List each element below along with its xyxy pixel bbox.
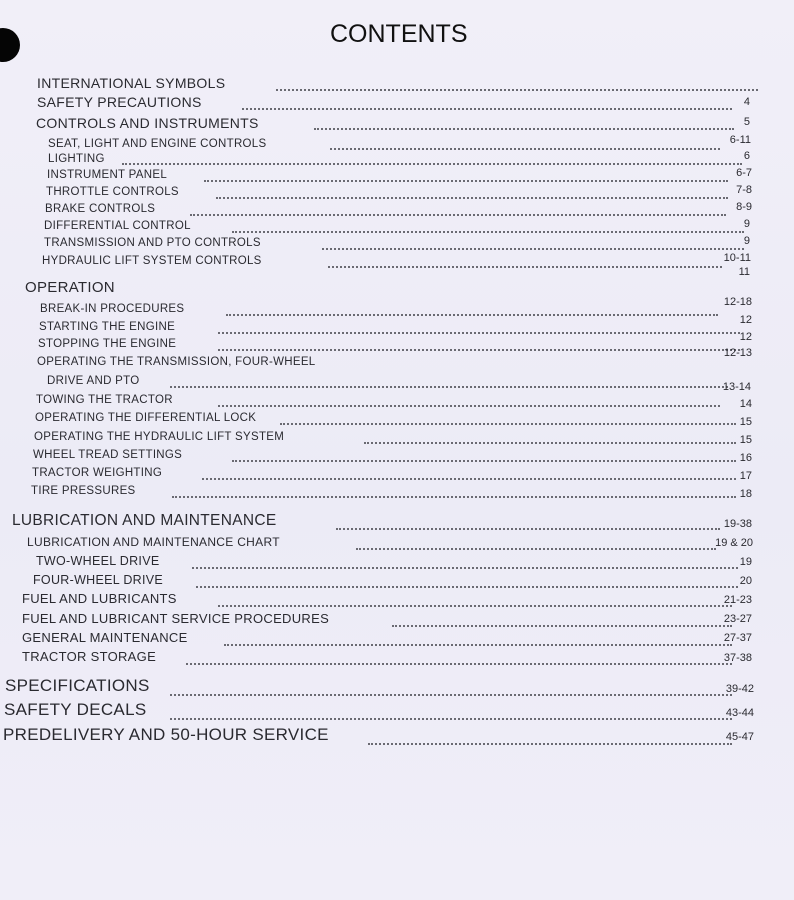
toc-page-number: 21-23 [723,594,752,606]
toc-entry [44,216,191,234]
toc-page-number: 39-42 [725,683,754,695]
dot-leader [242,108,732,110]
toc-entry [32,463,162,481]
toc-entry-label: FUEL AND LUBRICANT SERVICE PROCEDURES [22,611,330,626]
dot-leader [364,442,736,444]
dot-leader [322,248,744,250]
toc-page-number: 19 & 20 [715,537,753,549]
toc-page-number: 10-11 [723,252,751,264]
toc-entry-label: LIGHTING [48,153,105,165]
dot-leader [314,128,734,130]
toc-entry [35,408,256,426]
dot-leader [170,718,732,720]
toc-page-number: 17 [739,470,752,482]
toc-entry-label: SEAT, LIGHT AND ENGINE CONTROLS [48,138,267,150]
dot-leader [356,548,716,550]
toc-entry-label: BRAKE CONTROLS [45,203,156,215]
toc-entry-label: TRACTOR WEIGHTING [32,467,163,479]
toc-entry [47,371,140,389]
toc-page-number: 5 [743,116,750,128]
toc-entry [12,512,276,530]
dot-leader [170,386,728,388]
dot-leader [232,231,744,233]
toc-entry [25,279,115,297]
dot-leader [218,349,740,351]
toc-page-number: 7-8 [736,184,752,196]
dot-leader [170,694,732,696]
toc-page-number: 12 [739,331,752,343]
toc-entry [33,445,182,463]
toc-page-number: 12 [739,314,752,326]
dot-leader [196,586,738,588]
toc-entry-label: STOPPING THE ENGINE [38,338,177,350]
dot-leader [276,89,758,91]
toc-entry [40,299,184,317]
toc-entry [47,165,167,183]
toc-entry [5,677,150,695]
toc-page-number: 18 [739,488,752,500]
toc-page-number: 9 [743,235,750,247]
toc-entry [45,199,155,217]
toc-entry [36,114,259,132]
toc-entry-label: STARTING THE ENGINE [39,321,176,333]
toc-entry-label: WHEEL TREAD SETTINGS [33,449,183,461]
toc-entry-label: TRACTOR STORAGE [22,649,157,664]
toc-page-number: 4 [743,96,750,108]
dot-leader [204,180,728,182]
toc-entry [22,629,188,647]
toc-page-number: 20 [739,575,752,587]
dot-leader [190,214,726,216]
toc-page-number: 12-18 [723,296,752,308]
toc-entry [46,182,179,200]
dot-leader [328,266,722,268]
toc-entry-label: LUBRICATION AND MAINTENANCE CHART [27,535,280,549]
toc-entry-label: INSTRUMENT PANEL [47,169,168,181]
dot-leader [192,567,738,569]
toc-entry-label: DRIVE AND PTO [47,375,140,387]
toc-entry-label: SAFETY DECALS [4,700,147,719]
toc-entry-label: FUEL AND LUBRICANTS [22,591,177,606]
page-title: CONTENTS [330,20,468,48]
toc-entry [34,427,284,445]
toc-entry-label: THROTTLE CONTROLS [46,186,179,198]
toc-entry-label: SAFETY PRECAUTIONS [37,94,202,110]
toc-entry-label: TIRE PRESSURES [31,485,136,497]
dot-leader [224,644,732,646]
toc-page-number: 23-27 [723,613,752,625]
toc-entry [27,533,280,551]
dot-leader [218,332,740,334]
toc-entry-label: INTERNATIONAL SYMBOLS [37,75,226,91]
toc-entry [3,726,329,744]
dot-leader [218,405,720,407]
toc-entry [33,571,163,589]
toc-entry-label: OPERATION [25,279,115,296]
toc-entry-label: OPERATING THE DIFFERENTIAL LOCK [35,412,257,424]
toc-page-number: 14 [739,398,752,410]
toc-entry [39,317,175,335]
toc-page-number: 11 [738,266,750,278]
toc-entry-label: DIFFERENTIAL CONTROL [44,220,191,232]
toc-entry-label: TRANSMISSION AND PTO CONTROLS [44,237,261,249]
dot-leader [186,663,732,665]
dot-leader [330,148,720,150]
toc-page-number: 43-44 [725,707,754,719]
toc-entry-label: GENERAL MAINTENANCE [22,630,188,645]
toc-entry-label: LUBRICATION AND MAINTENANCE [12,512,277,529]
dot-leader [280,423,736,425]
toc-entry [36,390,173,408]
toc-entry-label: TWO-WHEEL DRIVE [36,554,160,568]
dot-leader [172,496,736,498]
toc-entry-label: CONTROLS AND INSTRUMENTS [36,115,259,131]
dot-leader [232,460,736,462]
dot-leader [218,605,732,607]
dot-leader [122,163,742,165]
toc-page-number: 6-11 [729,134,751,146]
toc-page-number: 16 [739,452,752,464]
toc-entry-label: BREAK-IN PROCEDURES [40,303,185,315]
dot-leader [392,625,732,627]
toc-entry [44,233,261,251]
toc-page-number: 19-38 [723,518,752,530]
toc-page-number: 6-7 [736,167,752,179]
toc-page-number: 37-38 [723,652,752,664]
toc-entry [38,334,176,352]
toc-entry-label: SPECIFICATIONS [5,676,150,695]
toc-entry [37,74,225,92]
toc-page-number: 27-37 [723,632,752,644]
toc-page-number: 12-13 [723,347,752,359]
dot-leader [336,528,720,530]
dot-leader [202,478,736,480]
toc-entry [42,251,262,269]
toc-entry-label: OPERATING THE TRANSMISSION, FOUR-WHEEL [37,356,316,368]
toc-page-number: 8-9 [736,201,752,213]
toc-page-number: 6 [743,150,750,162]
toc-entry-label: FOUR-WHEEL DRIVE [33,573,164,587]
toc-entry [22,648,156,666]
toc-page-number: 9 [743,218,750,230]
toc-entry-label: HYDRAULIC LIFT SYSTEM CONTROLS [42,255,262,267]
toc-page-number: 45-47 [725,731,754,743]
dot-leader [226,314,718,316]
toc-entry [22,610,329,628]
dot-leader [216,197,728,199]
toc-page-number: 15 [739,416,752,428]
toc-entry-label: TOWING THE TRACTOR [36,394,173,406]
toc-entry [31,481,136,499]
dot-leader [368,743,732,745]
toc-entry [37,352,315,370]
toc-entry [4,701,146,719]
toc-page-number: 15 [739,434,752,446]
toc-page-number: 19 [739,556,752,568]
toc-entry-label: OPERATING THE HYDRAULIC LIFT SYSTEM [34,431,285,443]
toc-page-number: 13-14 [722,381,751,393]
toc-entry [22,590,177,608]
toc-entry [36,552,159,570]
toc-entry-label: PREDELIVERY AND 50-HOUR SERVICE [3,725,329,744]
toc-entry [37,93,202,111]
